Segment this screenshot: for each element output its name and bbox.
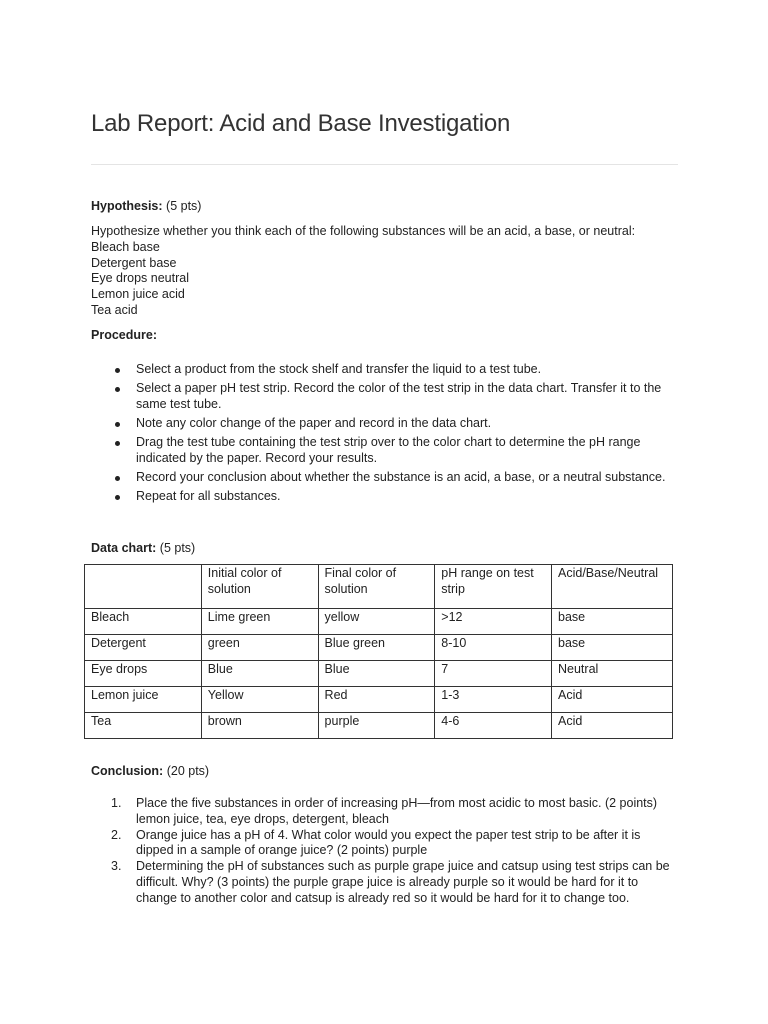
hypothesis-answer: Bleach base: [91, 239, 160, 254]
table-header-cell: pH range on test strip: [435, 565, 552, 609]
data-chart-label: Data chart:: [91, 541, 157, 555]
conclusion-list: [91, 796, 681, 907]
hypothesis-label: Hypothesis:: [91, 199, 163, 213]
table-cell: 4-6: [435, 713, 552, 739]
list-item: [91, 859, 681, 906]
table-header-cell: Initial color of solution: [201, 565, 318, 609]
hypothesis-answer: Detergent base: [91, 255, 177, 270]
list-number: 1.: [111, 796, 122, 810]
table-cell: Neutral: [552, 661, 673, 687]
procedure-list: [91, 362, 681, 508]
conclusion-label: Conclusion:: [91, 764, 164, 778]
table-cell: Acid: [552, 687, 673, 713]
table-row: [85, 609, 673, 635]
table-header-cell: Acid/Base/Neutral: [552, 565, 673, 609]
table-cell: 7: [435, 661, 552, 687]
table-cell: brown: [201, 713, 318, 739]
table-cell: Yellow: [201, 687, 318, 713]
hypothesis-points: (5 pts): [166, 199, 202, 213]
bullet-icon: [115, 422, 120, 427]
table-cell: yellow: [318, 609, 435, 635]
table-cell: purple: [318, 713, 435, 739]
table-header-cell: Final color of solution: [318, 565, 435, 609]
list-item-text: Place the five substances in order of increasing pH—from most acidic to most basic. (2 points) lemon juice, tea, eye drops, detergent, bleach: [136, 796, 658, 826]
table-cell: >12: [435, 609, 552, 635]
table-cell: 1-3: [435, 687, 552, 713]
hypothesis-answer: Lemon juice acid: [91, 287, 185, 302]
list-item: Repeat for all substances.: [91, 489, 681, 505]
hypothesis-answer: Tea acid: [91, 302, 138, 317]
list-number: 2.: [111, 827, 122, 842]
table-header-row: [85, 565, 673, 609]
conclusion-heading: [91, 763, 209, 779]
list-item: [91, 828, 681, 860]
data-table: [84, 564, 673, 739]
table-cell: Acid: [552, 713, 673, 739]
title-divider: [91, 164, 678, 165]
table-cell: Blue green: [318, 635, 435, 661]
list-item: Note any color change of the paper and record in the data chart.: [91, 416, 681, 432]
list-number: 3.: [111, 859, 122, 874]
list-item: Select a paper pH test strip. Record the color of the test strip in the data chart. Transfer it to the same test tube.: [91, 381, 681, 413]
table-cell: Lime green: [201, 609, 318, 635]
table-cell: green: [201, 635, 318, 661]
table-header-cell: [85, 565, 202, 609]
procedure-heading: [91, 327, 157, 343]
table-cell: Red: [318, 687, 435, 713]
bullet-icon: [115, 476, 120, 481]
hypothesis-heading: [91, 198, 201, 214]
table-row: [85, 661, 673, 687]
list-item-text: Determining the pH of substances such as purple grape juice and catsup using test strips can be difficult. Why? (3 points) the purple grape juice is already purple so it would be hard for it to change to another color and catsup is already red so it would be hard for it to change too.: [136, 859, 670, 905]
list-item: [91, 796, 681, 828]
list-item: Record your conclusion about whether the substance is an acid, a base, or a neutral substance.: [91, 470, 681, 486]
table-row: [85, 713, 673, 739]
table-cell: Tea: [85, 713, 202, 739]
bullet-icon: [115, 387, 120, 392]
hypothesis-answer: Eye drops neutral: [91, 271, 189, 286]
table-cell: Detergent: [85, 635, 202, 661]
table-cell: base: [552, 635, 673, 661]
data-chart-points: (5 pts): [159, 541, 196, 555]
list-item-text: Orange juice has a pH of 4. What color would you expect the paper test strip to be after it is dipped in a sample of orange juice? (2 points) purple: [136, 827, 641, 858]
table-row: [85, 635, 673, 661]
procedure-label: Procedure:: [91, 328, 157, 342]
hypothesis-body: [91, 224, 635, 319]
bullet-icon: [115, 495, 120, 500]
data-chart-heading: [91, 540, 195, 556]
hypothesis-prompt: Hypothesize whether you think each of the following substances will be an acid, a base, or neutral:: [91, 224, 636, 238]
table-cell: Lemon juice: [85, 687, 202, 713]
table-cell: Blue: [201, 661, 318, 687]
page-title: Lab Report: Acid and Base Investigation: [91, 110, 511, 137]
list-item: Select a product from the stock shelf and transfer the liquid to a test tube.: [91, 362, 681, 378]
table-cell: Blue: [318, 661, 435, 687]
table-row: [85, 687, 673, 713]
bullet-icon: [115, 441, 120, 446]
list-item: Drag the test tube containing the test strip over to the color chart to determine the pH range indicated by the paper. Record your results.: [91, 435, 681, 467]
table-cell: 8-10: [435, 635, 552, 661]
bullet-icon: [115, 368, 120, 373]
table-cell: base: [552, 609, 673, 635]
conclusion-points: (20 pts): [166, 764, 210, 778]
table-cell: Eye drops: [85, 661, 202, 687]
table-cell: Bleach: [85, 609, 202, 635]
